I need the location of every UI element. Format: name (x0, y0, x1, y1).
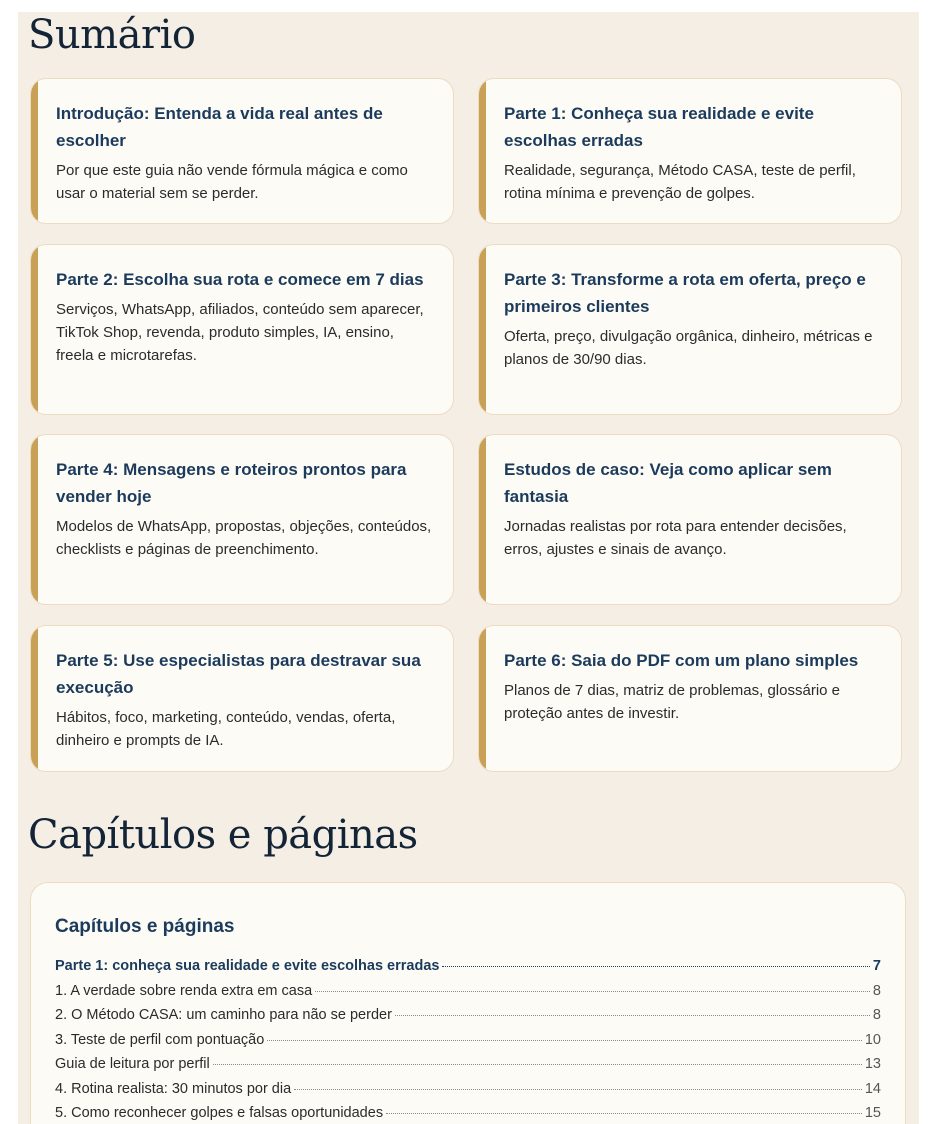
summary-card-introducao[interactable] (30, 78, 454, 224)
summary-card-parte-6[interactable] (478, 625, 902, 772)
toc-page-number: 8 (872, 982, 881, 999)
toc-entry-text: 3. Teste de perfil com pontuação (55, 1031, 265, 1048)
toc-leader-dots (213, 1064, 862, 1065)
summary-title: Sumário (28, 12, 196, 58)
toc-list (55, 958, 881, 1124)
card-description: Por que este guia não vende fórmula mágica e como usar o material sem se perder. (56, 162, 408, 202)
card-title: Parte 4: Mensagens e roteiros prontos para vender hoje (56, 460, 407, 506)
toc-page-number: 10 (864, 1031, 881, 1048)
toc-leader-dots (395, 1015, 870, 1016)
toc-page-number: 13 (864, 1056, 881, 1072)
table-of-contents-box (30, 882, 906, 1124)
card-description: Oferta, preço, divulgação orgânica, dinheiro, métricas e planos de 30/90 dias. (504, 328, 873, 368)
summary-card-parte-2[interactable] (30, 244, 454, 415)
toc-leader-dots (386, 1113, 862, 1114)
toc-page-number: 14 (864, 1080, 881, 1097)
toc-leader-dots (315, 991, 870, 992)
card-title: Estudos de caso: Veja como aplicar sem fantasia (504, 460, 832, 506)
chapters-title: Capítulos e páginas (28, 812, 418, 858)
toc-entry-text: Guia de leitura por perfil (55, 1056, 210, 1072)
toc-leader-dots (267, 1040, 862, 1041)
card-title: Parte 3: Transforme a rota em oferta, preço e primeiros clientes (504, 270, 866, 316)
card-title: Parte 6: Saia do PDF com um plano simples (504, 651, 859, 670)
toc-entry-text: Parte 1: conheça sua realidade e evite escolhas erradas (55, 958, 440, 974)
toc-entry-text: 2. O Método CASA: um caminho para não se perder (55, 1007, 392, 1023)
card-description: Modelos de WhatsApp, propostas, objeções, conteúdos, checklists e páginas de preenchimento. (56, 518, 432, 558)
toc-page-number: 15 (864, 1105, 881, 1121)
toc-row[interactable] (55, 1007, 881, 1032)
toc-page-number: 7 (872, 958, 881, 974)
summary-card-estudos-de-caso[interactable] (478, 434, 902, 605)
toc-entry-text: 1. A verdade sobre renda extra em casa (55, 982, 313, 999)
card-title: Introdução: Entenda a vida real antes de escolher (56, 104, 383, 150)
card-description: Planos de 7 dias, matriz de problemas, glossário e proteção antes de investir. (504, 682, 841, 722)
toc-entry-text: 5. Como reconhecer golpes e falsas oportunidades (55, 1105, 384, 1121)
summary-card-parte-3[interactable] (478, 244, 902, 415)
toc-heading: Capítulos e páginas (55, 916, 235, 937)
card-description: Realidade, segurança, Método CASA, teste de perfil, rotina mínima e prevenção de golpes. (504, 162, 856, 202)
summary-card-parte-5[interactable] (30, 625, 454, 772)
toc-row[interactable] (55, 1032, 881, 1057)
toc-row[interactable] (55, 983, 881, 1008)
toc-row[interactable] (55, 1056, 881, 1081)
toc-leader-dots (442, 966, 869, 967)
toc-entry-text: 4. Rotina realista: 30 minutos por dia (55, 1080, 292, 1097)
toc-row-part[interactable] (55, 958, 881, 983)
toc-row[interactable] (55, 1081, 881, 1106)
toc-page-number: 8 (872, 1007, 881, 1023)
document-page (18, 12, 919, 1124)
toc-row[interactable] (55, 1105, 881, 1124)
summary-card-parte-1[interactable] (478, 78, 902, 224)
card-description: Serviços, WhatsApp, afiliados, conteúdo sem aparecer, TikTok Shop, revenda, produto simples, IA, ensino, freela e microtarefas. (56, 301, 424, 364)
card-title: Parte 1: Conheça sua realidade e evite escolhas erradas (504, 104, 814, 150)
toc-leader-dots (294, 1089, 862, 1090)
card-title: Parte 5: Use especialistas para destravar sua execução (56, 651, 421, 697)
card-title: Parte 2: Escolha sua rota e comece em 7 dias (56, 270, 424, 289)
card-description: Jornadas realistas por rota para entender decisões, erros, ajustes e sinais de avanço. (504, 518, 847, 558)
summary-card-parte-4[interactable] (30, 434, 454, 605)
card-description: Hábitos, foco, marketing, conteúdo, vendas, oferta, dinheiro e prompts de IA. (56, 709, 396, 749)
